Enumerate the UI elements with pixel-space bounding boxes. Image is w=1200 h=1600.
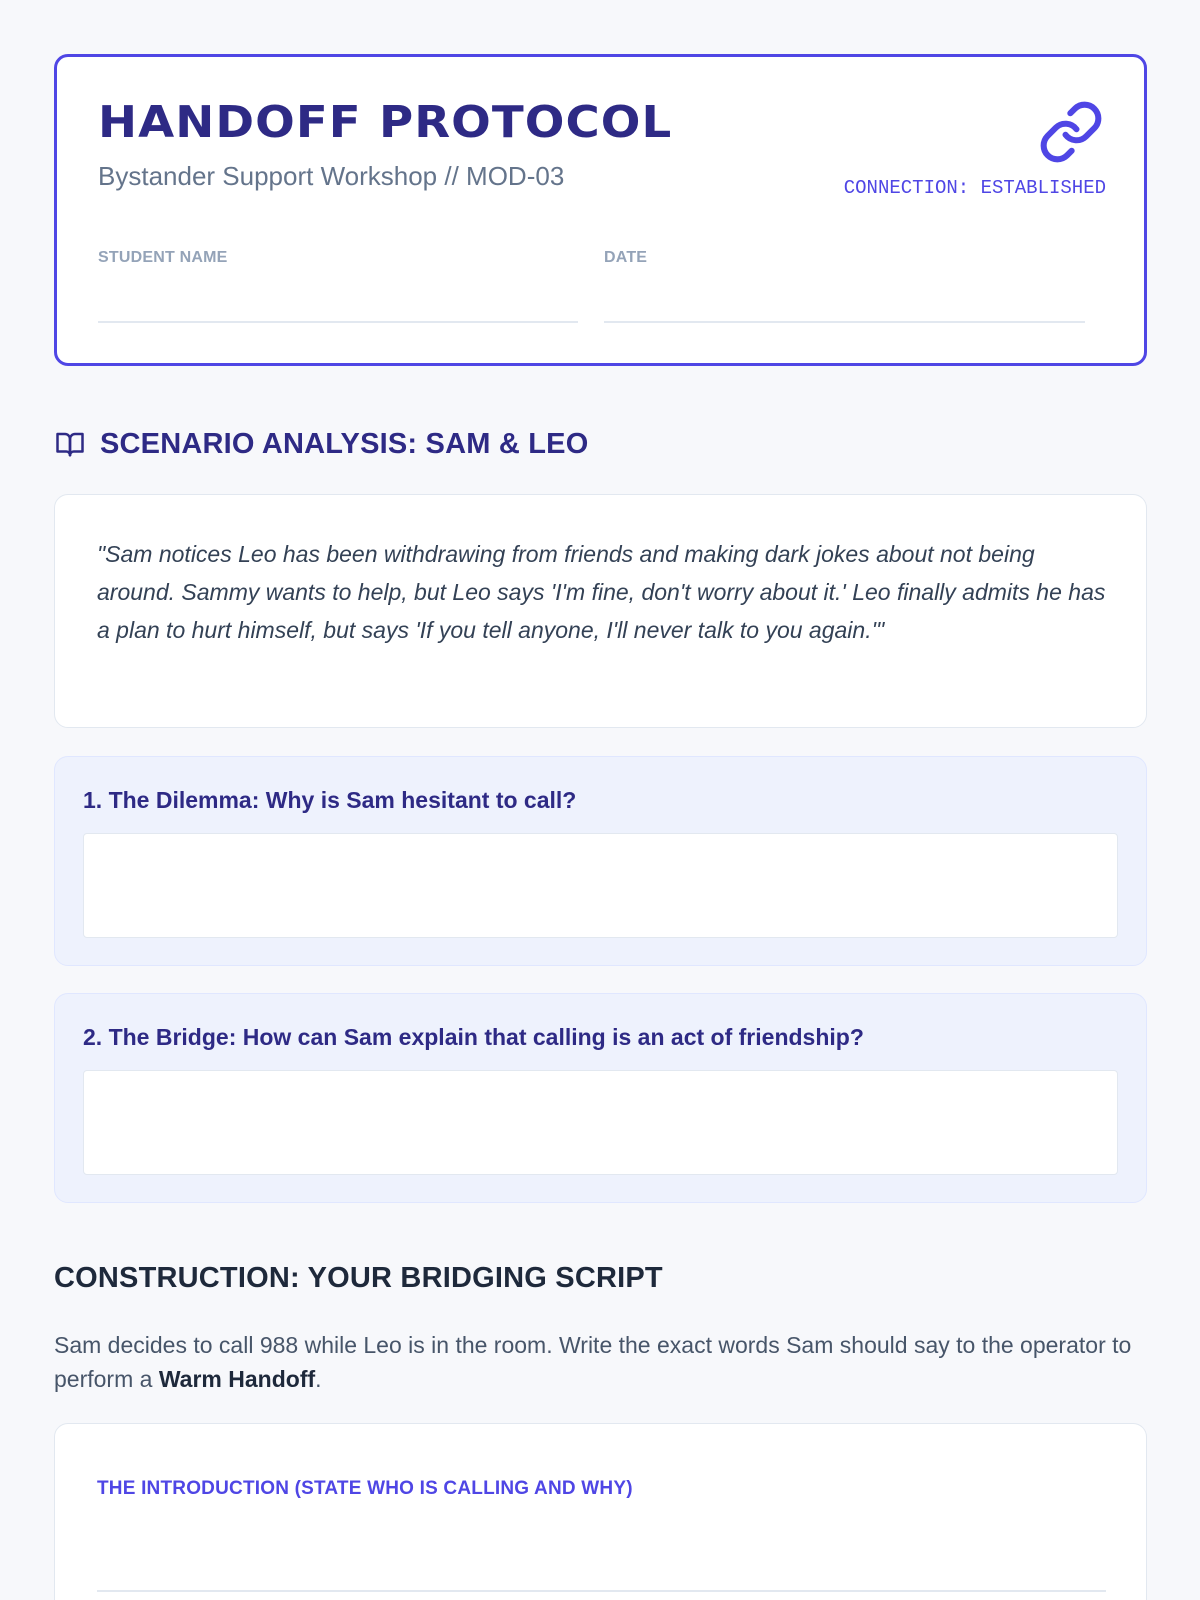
construction-desc-text: Sam decides to call 988 while Leo is in the room. Write the exact words Sam should say to the operator to perform a xyxy=(54,1332,1132,1392)
introduction-answer-line[interactable] xyxy=(97,1590,1106,1592)
question-2-answer-box[interactable] xyxy=(83,1070,1118,1175)
question-card-1 xyxy=(54,756,1147,966)
open-book-icon xyxy=(54,429,86,459)
warm-handoff-emphasis: Warm Handoff xyxy=(158,1366,316,1392)
question-1-answer-box[interactable] xyxy=(83,833,1118,938)
link-icon xyxy=(1038,99,1104,165)
question-2-text: 2. The Bridge: How can Sam explain that calling is an act of friendship? xyxy=(83,1024,864,1050)
construction-description xyxy=(54,1328,1144,1396)
date-label: DATE xyxy=(604,249,648,266)
introduction-label: THE INTRODUCTION (STATE WHO IS CALLING AND WHY) xyxy=(97,1478,633,1499)
connection-status: CONNECTION: ESTABLISHED xyxy=(843,177,1106,199)
scenario-quote: "Sam notices Leo has been withdrawing from friends and making dark jokes about not being around. Sammy wants to help, but Leo says 'I'm fine, don't worry about it.' Leo finally admits he has a plan to hurt himself, but says 'If you tell anyone, I'll never talk to you again.'" xyxy=(97,541,1106,643)
student-name-label: STUDENT NAME xyxy=(98,249,228,266)
page-subtitle: Bystander Support Workshop // MOD-03 xyxy=(98,161,565,191)
question-card-2 xyxy=(54,993,1147,1203)
page-title: HANDOFF PROTOCOL xyxy=(98,97,673,148)
scenario-quote-card xyxy=(54,494,1147,728)
student-name-field[interactable] xyxy=(98,321,578,323)
date-field[interactable] xyxy=(604,321,1085,323)
construction-heading: CONSTRUCTION: YOUR BRIDGING SCRIPT xyxy=(54,1262,663,1294)
scenario-heading xyxy=(54,426,588,462)
section-heading-text: SCENARIO ANALYSIS: SAM & LEO xyxy=(100,427,589,460)
worksheet-header xyxy=(54,54,1147,366)
question-1-text: 1. The Dilemma: Why is Sam hesitant to call? xyxy=(83,787,577,813)
construction-desc-end: . xyxy=(315,1366,322,1392)
script-card xyxy=(54,1423,1147,1600)
